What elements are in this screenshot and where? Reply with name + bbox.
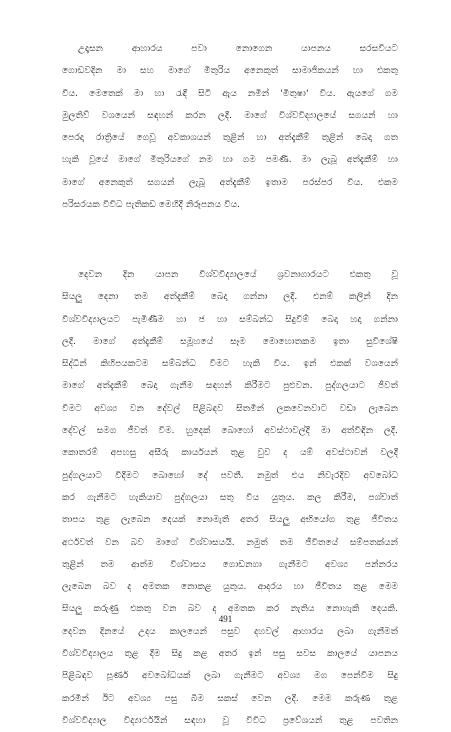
paragraph-line: පෙරදා රාත්‍රියේ ගෙවූ අවකාශයන් තුළින් හා අත්දැකීම් තුළින් බෙදා ගත <box>62 133 398 144</box>
paragraph-line: පුද්ගලයාට විදීමට බොහෝ දේ පවතී. නමුත් එය නිවැරදිව අවබෝධ <box>62 470 398 481</box>
paragraph-line: වීමට අවශ්‍ය වන දේවල් පිළිබඳව සිතමින් ලකවෙනවාට වඩා ලැබෙන <box>62 403 398 414</box>
paragraph-line: විශ්වවිද්‍යාල විද්‍යාර්ථයින් සඳහා වූ විවිධ ප්‍රවේශයන් තුළ පවතින <box>62 715 398 726</box>
paragraph-line: ගොඩවදින මා සහ මාගේ මිතුරිය අනෙකුත් සාමාජිකයන් හා එකතු <box>62 66 398 77</box>
paragraph-line: කොතරම් අපහසු අසීරු කාර්යයන් තුළ වුව ද යම් අවස්ථාවන් වලදී <box>62 448 398 459</box>
paragraph-line: දේවල් සමග ජීවත් වීම. හුදෙක් බොහෝ අවස්ථාවල්දී මා අත්විඳින ලදී. <box>62 426 398 437</box>
paragraph-line: කර ගැනීමට හැකියාව පුද්ගලයා සතු විය යුතුය. කල කිරීම, පශ්චාත් <box>62 492 398 503</box>
paragraph-line: තුළින් තම ආත්ම විශ්වාසය ගොඩනගා ගැනීමට අවශ්‍ය පන්නරය <box>62 559 398 570</box>
paragraph-2 <box>62 264 398 732</box>
page-number: 491 <box>218 614 233 624</box>
paragraph-line: තාපය තුළ ලැබෙන දෙයක් නොමැති අතර සියලු අභියෝග තුළ ජීවිතය <box>62 515 398 526</box>
paragraph-line: පරිසරයක විවිධ පැතිකඩ මෙහිදී නිරූපනය විය. <box>62 200 241 211</box>
paragraph-line: විය. මෙතෙක් මා හා රැඳී සිටි ඇය නමින් 'මිතුෂා' විය. ඇයගේ ගම <box>62 88 398 99</box>
paragraph-line: දෙවන දින යාපන විශ්වවිද්‍යාලයේ ශ්‍රවනාගාරයට එකතු වූ <box>78 270 398 280</box>
paragraph-line: සියලු කරුණු එකතු වන බව ද අමතක කර නැතිය නොහැකි දෙයකි. <box>62 604 398 615</box>
paragraph-line: හැකි වූයේ මාගේ මිතුරියගේ නම හා ගම පමණි. මා ලැබූ අත්දැකීම් හා <box>62 155 398 166</box>
paragraph-line: දෙවන දිනයේ උදය කාලයෙන් පසුව දහවල් ආහාරය ලබා ගැනීමත් <box>62 626 398 637</box>
paragraph-line: උදෑසන ආහාරය පවා නොගෙන යාපනය සරසවියට <box>78 44 398 54</box>
paragraph-line: අර්ථවත් වන බව මාගේ විශ්වාසයයි. නමුත් තම ජීවිතයේ සම්පතක්යන් <box>62 537 398 548</box>
paragraph-line: ලදී. මාගේ අත්දැකීම් සමූහයේ සෑම මොහොතකම ඉතා සුවිශේෂි <box>62 336 398 347</box>
paragraph-line: කරමින් ඊට අවශ්‍ය පසු බිම සකස් වෙන ලදී. මෙම කරුණ තුළ <box>62 693 398 704</box>
paragraph-line: සියලු දෙනා තම අත්දැකීම් බෙදා ගන්නා ලදී. එනම් කලින් දින <box>62 292 398 303</box>
paragraph-line: මාගේ අත්දැකීම් බෙදා ගැනීම සඳහන් කිරීමට පුළුවන. පුද්ගලයාට ජීවත් <box>62 381 398 392</box>
paragraph-line: මාගේ අනෙකුත් සගයන් ලැබූ අත්දැකීම් ඉතාම පරස්පර විය. එකම <box>62 177 398 188</box>
paragraph-line: ලැබෙන බව ද අමතක නොකළ යුතුය. ආදරය හා ජීවිතය තුළ මෙම <box>62 582 398 593</box>
paragraph-line: විශ්වවිද්‍යාලයට පැමිණීම හා ජ හා සම්බන්ධ සිදුවීම් බෙදා හදා ගන්නා <box>62 314 398 325</box>
paragraph-line: පිළිබඳව පූර්ණ අවබෝධයක් ලබා ගැනීමට අවශ්‍ය මග පෙන්වීම සිදු <box>62 671 398 682</box>
paragraph-1 <box>62 38 398 216</box>
paragraph-line: සිද්ධීන් කිහිපයකටම සම්බන්ධ වීමට හැකි විය. ඉන් එකක් වශයෙන් <box>62 359 398 370</box>
paragraph-line: මුලතිව් වශයෙන් සඳහන් කරන ලදී. මාගේ විශ්වවිද්‍යාලයේ සගයන් හා <box>62 110 398 121</box>
paragraph-line: විශ්වවිද්‍යාලය තුළ දීම සිදු කළ අතර ඉන් පසු සවස කාලයේ යාපනය <box>62 649 398 660</box>
